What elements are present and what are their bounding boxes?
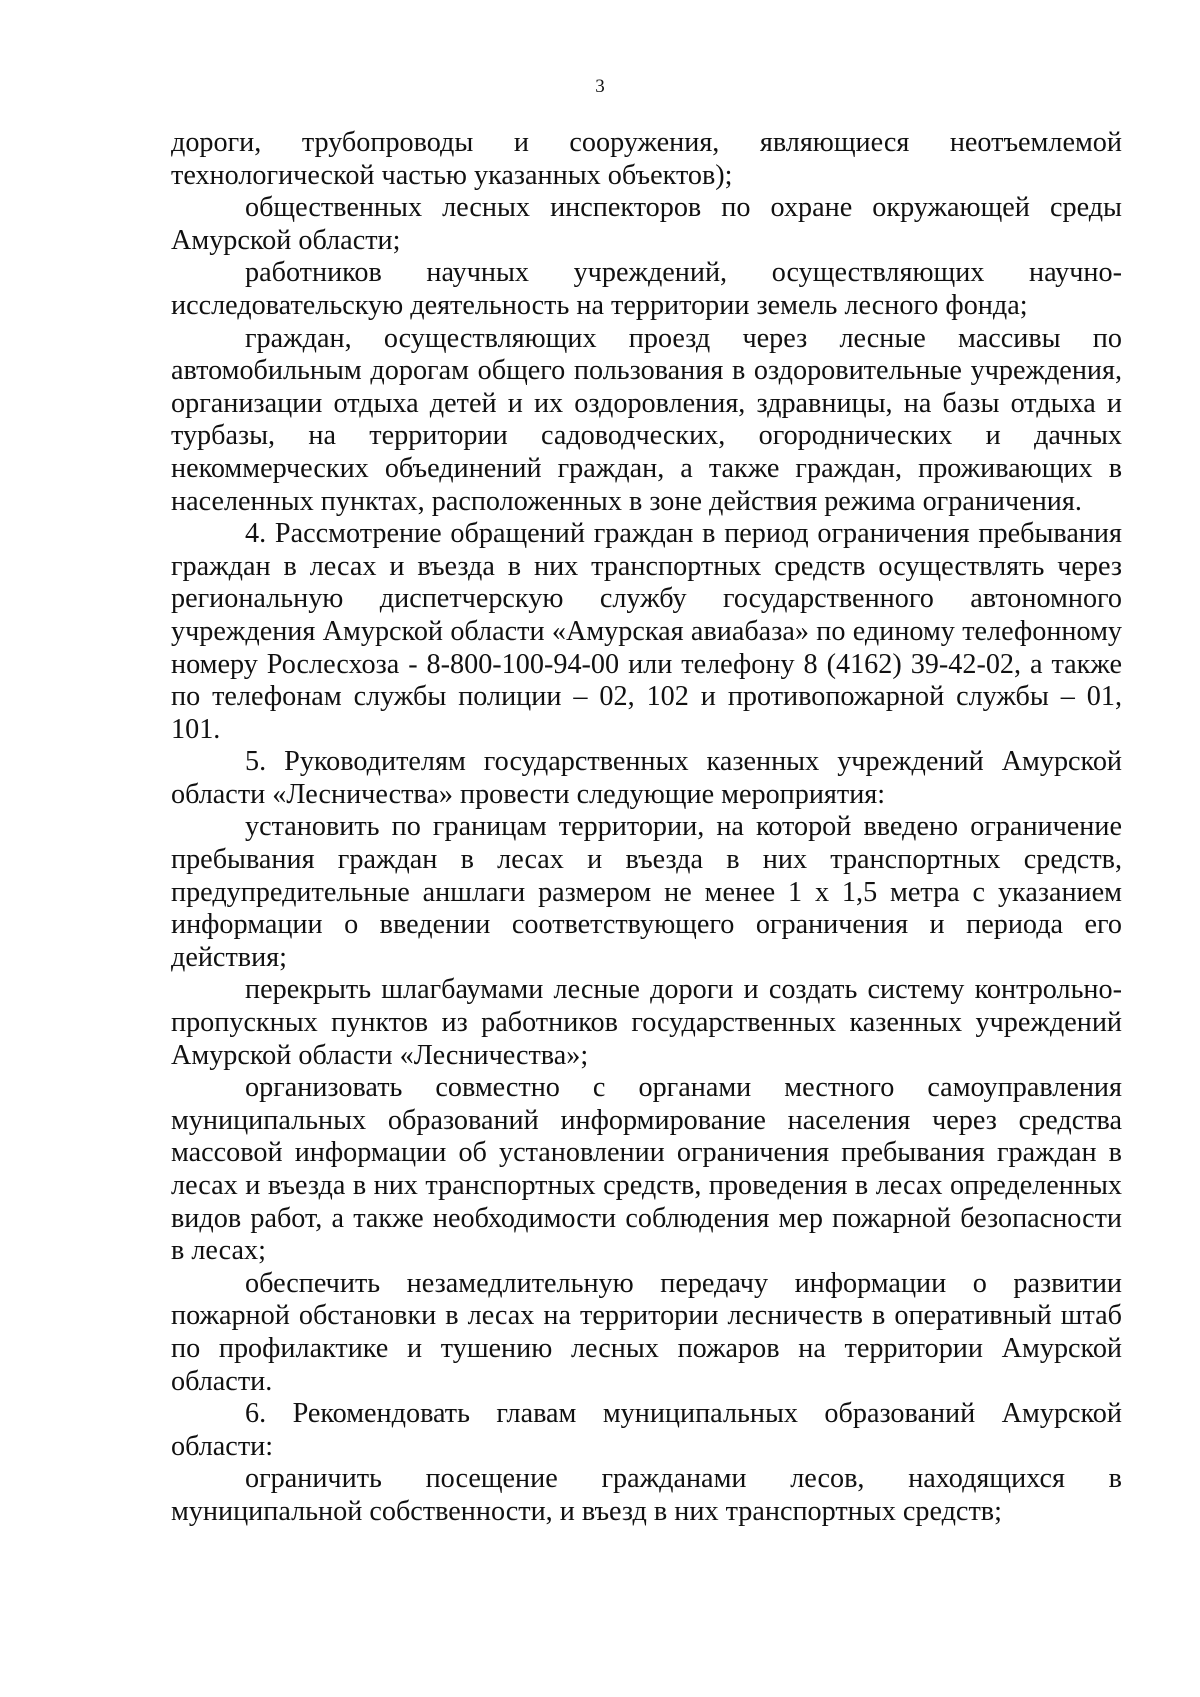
paragraph-roads-pipelines: дороги, трубопроводы и сооружения, являющиеся неотъемлемой технологической частью указанных объектов); <box>171 127 1122 191</box>
paragraph-forest-inspectors: общественных лесных инспекторов по охране окружающей среды Амурской области; <box>171 192 1122 256</box>
paragraph-item-6-recommend: 6. Рекомендовать главам муниципальных образований Амурской области: <box>171 1398 1122 1462</box>
paragraph-item-4-appeals: 4. Рассмотрение обращений граждан в период ограничения пребывания граждан в лесах и въезда в них транспортных средств осуществлять через региональную диспетчерскую службу государственного автономного учреждения Амурской области «Амурская авиабаза» по единому телефонному номеру Рослесхоза - 8-800-100-94-00 или телефону 8 (4162) 39-42-02, а также по телефонам службы полиции – 02, 102 и противопожарной службы – 01, 101. <box>171 518 1122 745</box>
paragraph-citizens-transit: граждан, осуществляющих проезд через лесные массивы по автомобильным дорогам общего пользования в оздоровительные учреждения, организации отдыха детей и их оздоровления, здравницы, на базы отдыха и турбазы, на территории садоводческих, огороднических и дачных некоммерческих объединений граждан, а также граждан, проживающих в населенных пунктах, расположенных в зоне действия режима ограничения. <box>171 322 1122 517</box>
document-body <box>171 127 1122 1529</box>
paragraph-fire-reporting: обеспечить незамедлительную передачу информации о развитии пожарной обстановки в лесах на территории лесничеств в оперативный штаб по профилактике и тушению лесных пожаров на территории Амурской области. <box>171 1267 1122 1397</box>
paragraph-barriers: перекрыть шлагбаумами лесные дороги и создать систему контрольно-пропускных пунктов из работников государственных казенных учреждений Амурской области «Лесничества»; <box>171 974 1122 1071</box>
page-number: 3 <box>595 76 605 97</box>
paragraph-restrict-visits: ограничить посещение гражданами лесов, находящихся в муниципальной собственности, и въезд в них транспортных средств; <box>171 1463 1122 1527</box>
paragraph-signs: установить по границам территории, на которой введено ограничение пребывания граждан в лесах и въезда в них транспортных средств, предупредительные аншлаги размером не менее 1 х 1,5 метра с указанием информации о введении соответствующего ограничения и периода его действия; <box>171 811 1122 973</box>
paragraph-item-5-heads: 5. Руководителям государственных казенных учреждений Амурской области «Лесничества» провести следующие мероприятия: <box>171 746 1122 810</box>
paragraph-research-workers: работников научных учреждений, осуществляющих научно-исследовательскую деятельность на территории земель лесного фонда; <box>171 257 1122 321</box>
paragraph-informing: организовать совместно с органами местного самоуправления муниципальных образований информирование населения через средства массовой информации об установлении ограничения пребывания граждан в лесах и въезда в них транспортных средств, проведения в лесах определенных видов работ, а также необходимости соблюдения мер пожарной безопасности в лесах; <box>171 1072 1122 1267</box>
